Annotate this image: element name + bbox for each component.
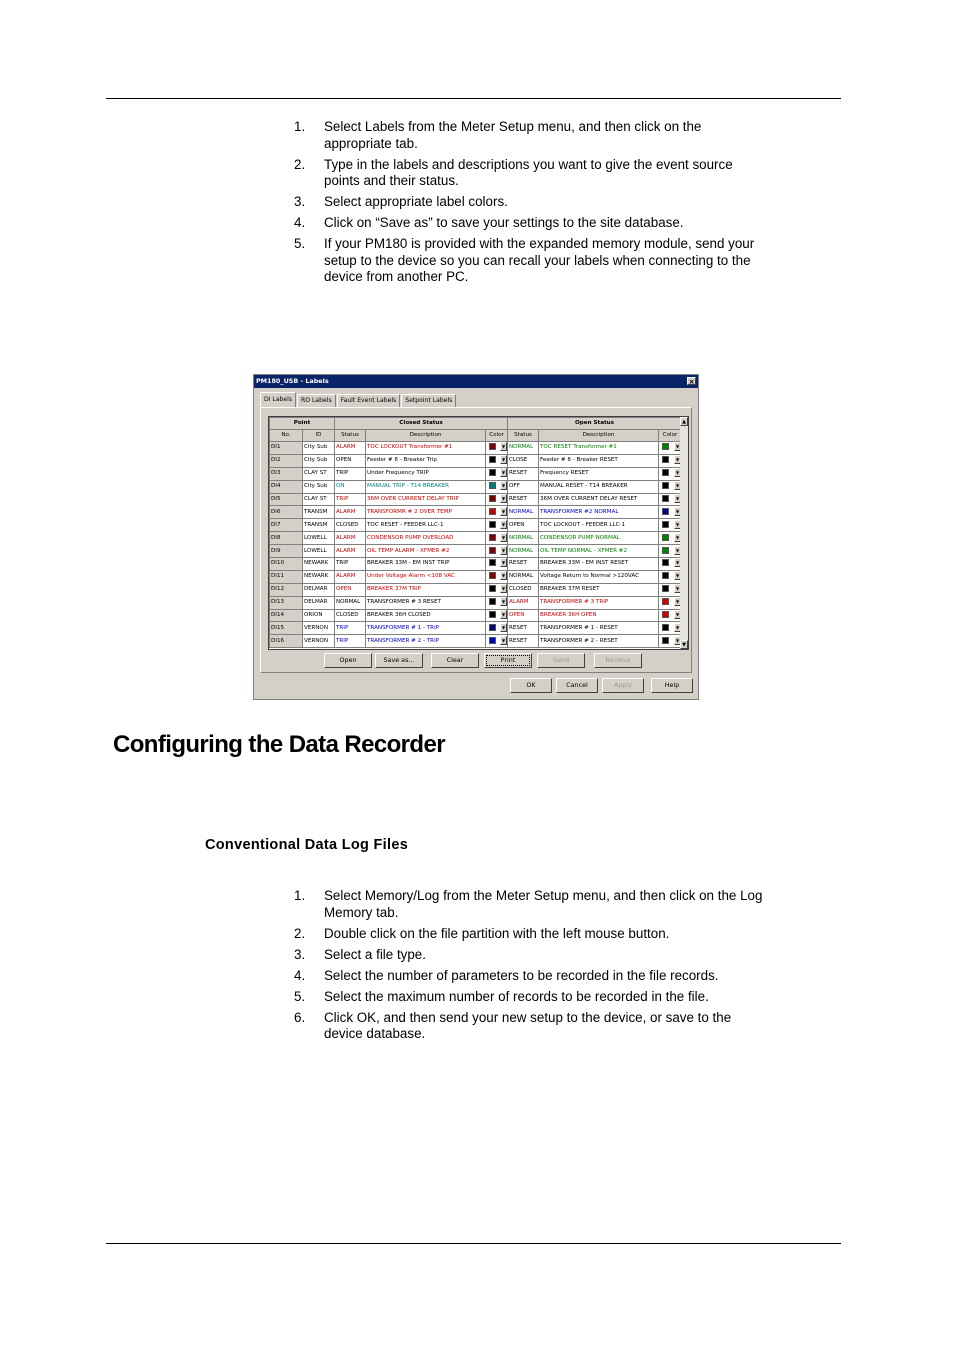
open-description-cell[interactable]: BREAKER 33M - EM INST RESET	[539, 558, 659, 571]
open-description-cell[interactable]: TRANSFORMER # 1 - RESET	[539, 622, 659, 635]
point-id-cell[interactable]: TRANSM	[303, 506, 335, 519]
color-swatch	[662, 559, 669, 566]
closed-description-cell[interactable]: Under Frequency TRIP	[366, 467, 486, 480]
point-id-cell[interactable]: DELMAR	[303, 596, 335, 609]
open-color-select[interactable]	[659, 442, 682, 455]
clear-button[interactable]: Clear	[431, 653, 479, 668]
table-row	[270, 506, 682, 519]
chevron-down-icon[interactable]: ▼	[501, 547, 506, 553]
column-header: Color	[486, 430, 508, 442]
point-number: DI11	[270, 570, 303, 583]
point-id-cell[interactable]: City Sub	[303, 454, 335, 467]
dialog-tabs	[260, 394, 457, 407]
open-status-cell[interactable]: OFF	[508, 480, 539, 493]
step-item	[294, 157, 764, 190]
chevron-down-icon[interactable]: ▼	[501, 534, 506, 540]
open-description-cell[interactable]: OIL TEMP NORMAL - XFMER #2	[539, 545, 659, 558]
apply-button[interactable]: Apply	[602, 678, 644, 693]
closed-description-cell[interactable]: BREAKER 33M - EM INST TRIP	[366, 558, 486, 571]
step-number: 4.	[294, 215, 306, 230]
point-id-cell[interactable]: LOWELL	[303, 545, 335, 558]
tab-ro-labels[interactable]: RO Labels	[297, 394, 336, 407]
chevron-down-icon[interactable]: ▼	[675, 624, 680, 630]
open-status-cell[interactable]: NORMAL	[508, 545, 539, 558]
open-color-select[interactable]	[659, 454, 682, 467]
open-color-select[interactable]	[659, 609, 682, 622]
point-id-cell[interactable]: ORION	[303, 609, 335, 622]
step-item	[294, 236, 764, 286]
column-header: Color	[659, 430, 682, 442]
labels-table	[269, 417, 682, 648]
column-header: No.	[270, 430, 303, 442]
closed-status-cell[interactable]: ON	[335, 480, 366, 493]
point-id-cell[interactable]: TRANSM	[303, 519, 335, 532]
point-id-cell[interactable]: NEWARK	[303, 570, 335, 583]
open-status-cell[interactable]: NORMAL	[508, 532, 539, 545]
chevron-down-icon[interactable]: ▼	[675, 521, 680, 527]
chevron-down-icon[interactable]: ▼	[675, 508, 680, 514]
color-swatch	[489, 585, 496, 592]
chevron-down-icon[interactable]: ▼	[675, 586, 680, 592]
open-status-cell[interactable]: NORMAL	[508, 506, 539, 519]
open-status-cell[interactable]: OPEN	[508, 609, 539, 622]
chevron-down-icon[interactable]: ▼	[501, 470, 506, 476]
step-number: 3.	[294, 946, 306, 962]
color-swatch	[489, 508, 496, 515]
dialog-title: PM180_USB - Labels	[256, 377, 329, 385]
labels-steps-list	[294, 119, 764, 290]
step-text: Select Memory/Log from the Meter Setup menu, and then click on the Log Memory tab.	[324, 888, 763, 920]
chevron-down-icon[interactable]: ▼	[501, 508, 506, 514]
closed-description-cell[interactable]: TRANSFORMER # 3 RESET	[366, 596, 486, 609]
help-button[interactable]: Help	[651, 678, 693, 693]
open-status-cell[interactable]: RESET	[508, 467, 539, 480]
open-status-cell[interactable]: CLOSE	[508, 454, 539, 467]
table-row	[270, 609, 682, 622]
closed-color-select[interactable]	[486, 442, 508, 455]
point-group-header: Point	[270, 418, 335, 430]
scroll-down-icon[interactable]: ▼	[680, 640, 688, 649]
labels-dialog	[253, 374, 699, 700]
open-color-select[interactable]	[659, 506, 682, 519]
chevron-down-icon[interactable]: ▼	[501, 637, 506, 643]
open-description-cell[interactable]: BREAKER 36H OPEN	[539, 609, 659, 622]
table-row	[270, 493, 682, 506]
chevron-down-icon[interactable]: ▼	[675, 483, 680, 489]
open-status-cell[interactable]: RESET	[508, 493, 539, 506]
closed-status-cell[interactable]: OPEN	[335, 583, 366, 596]
closed-status-cell[interactable]: TRIP	[335, 635, 366, 648]
open-description-cell[interactable]: TOC RESET Transformer #1	[539, 442, 659, 455]
closed-status-cell[interactable]: TRIP	[335, 493, 366, 506]
closed-description-cell[interactable]: CONDENSOR PUMP OVERLOAD	[366, 532, 486, 545]
step-text: Click OK, and then send your new setup to the device, or save to the device database.	[324, 1009, 732, 1041]
chevron-down-icon[interactable]: ▼	[501, 560, 506, 566]
open-color-select[interactable]	[659, 467, 682, 480]
open-color-select[interactable]	[659, 519, 682, 532]
step-text: Type in the labels and descriptions you want to give the event source points and their status.	[324, 156, 733, 188]
open-color-select[interactable]	[659, 635, 682, 648]
closed-color-select[interactable]	[486, 570, 508, 583]
closed-description-cell[interactable]: 36M OVER CURRENT DELAY TRIP	[366, 493, 486, 506]
scroll-up-icon[interactable]: ▲	[680, 417, 688, 426]
color-swatch	[662, 624, 669, 631]
open-status-cell[interactable]: NORMAL	[508, 442, 539, 455]
step-text: Select Labels from the Meter Setup menu, and then click on the appropriate tab.	[324, 119, 702, 151]
closed-status-cell[interactable]: TRIP	[335, 558, 366, 571]
vertical-scrollbar[interactable]	[680, 417, 688, 649]
closed-description-cell[interactable]: MANUAL TRIP - T14 BREAKER	[366, 480, 486, 493]
save-as-button[interactable]: Save as...	[375, 653, 423, 668]
color-swatch	[489, 495, 496, 502]
cancel-button[interactable]: Cancel	[556, 678, 598, 693]
point-number: DI12	[270, 583, 303, 596]
open-color-select[interactable]	[659, 596, 682, 609]
closed-status-cell[interactable]: TRIP	[335, 467, 366, 480]
point-id-cell[interactable]: City Sub	[303, 442, 335, 455]
step-item	[294, 947, 764, 964]
step-number: 5.	[294, 236, 306, 251]
open-description-cell[interactable]: TRANSFORMER #2 NORMAL	[539, 506, 659, 519]
section-title: Configuring the Data Recorder	[113, 731, 445, 758]
open-color-select[interactable]	[659, 545, 682, 558]
color-swatch	[489, 598, 496, 605]
point-id-cell[interactable]: NEWARK	[303, 558, 335, 571]
chevron-down-icon[interactable]: ▼	[675, 470, 680, 476]
color-swatch	[662, 534, 669, 541]
close-icon[interactable]: ×	[688, 378, 695, 386]
step-item	[294, 888, 764, 921]
step-item	[294, 194, 764, 211]
table-row	[270, 532, 682, 545]
point-id-cell[interactable]: City Sub	[303, 480, 335, 493]
color-swatch	[489, 637, 496, 644]
log-steps-list	[294, 888, 764, 1047]
point-number: DI7	[270, 519, 303, 532]
closed-description-cell[interactable]: Feeder # 8 - Breaker Trip	[366, 454, 486, 467]
closed-status-cell[interactable]: ALARM	[335, 570, 366, 583]
color-swatch	[662, 482, 669, 489]
closed-color-select[interactable]	[486, 532, 508, 545]
color-swatch	[662, 611, 669, 618]
step-text: Select the maximum number of records to be recorded in the file.	[324, 988, 709, 1004]
step-number: 6.	[294, 1009, 306, 1025]
step-text: If your PM180 is provided with the expanded memory module, send your setup to the device so you can recall your labels when connecting to the device from another PC.	[324, 236, 755, 284]
point-id-cell[interactable]: CLAY ST	[303, 467, 335, 480]
open-description-cell[interactable]: TRANSFORMER # 2 - RESET	[539, 635, 659, 648]
step-number: 2.	[294, 925, 306, 941]
color-swatch	[662, 495, 669, 502]
closed-color-select[interactable]	[486, 545, 508, 558]
color-swatch	[489, 456, 496, 463]
closed-color-select[interactable]	[486, 635, 508, 648]
color-swatch	[662, 469, 669, 476]
chevron-down-icon[interactable]: ▼	[675, 599, 680, 605]
point-number: DI8	[270, 532, 303, 545]
closed-description-cell[interactable]: TRANSFORMR # 2 OVER TEMP	[366, 506, 486, 519]
chevron-down-icon[interactable]: ▼	[675, 573, 680, 579]
closed-color-select[interactable]	[486, 519, 508, 532]
step-number: 2.	[294, 156, 306, 172]
print-button[interactable]: Print	[484, 653, 532, 668]
table-row	[270, 519, 682, 532]
point-number: DI1	[270, 442, 303, 455]
point-id-cell[interactable]: VERNON	[303, 622, 335, 635]
labels-grid	[268, 416, 689, 650]
closed-status-cell[interactable]: CLOSED	[335, 609, 366, 622]
chevron-down-icon[interactable]: ▼	[501, 496, 506, 501]
step-item	[294, 215, 764, 232]
point-number: DI5	[270, 493, 303, 506]
step-text: Double click on the file partition with the left mouse button.	[324, 925, 670, 941]
color-swatch	[489, 469, 496, 476]
footer-rule	[106, 1243, 841, 1244]
column-header: ID	[303, 430, 335, 442]
closed-description-cell[interactable]: TOC LOCKOUT Transformer #1	[366, 442, 486, 455]
closed-color-select[interactable]	[486, 467, 508, 480]
column-header-row	[270, 430, 682, 442]
closed-color-select[interactable]	[486, 609, 508, 622]
chevron-down-icon[interactable]: ▼	[675, 444, 680, 450]
table-row	[270, 442, 682, 455]
closed-color-select[interactable]	[486, 454, 508, 467]
table-row	[270, 635, 682, 648]
chevron-down-icon[interactable]: ▼	[675, 560, 680, 566]
send-button[interactable]: Send	[537, 653, 585, 668]
closed-description-cell[interactable]: TRANSFORMER # 1 - TRIP	[366, 622, 486, 635]
chevron-down-icon[interactable]: ▼	[501, 457, 506, 463]
open-color-select[interactable]	[659, 558, 682, 571]
closed-color-select[interactable]	[486, 583, 508, 596]
ok-button[interactable]: OK	[510, 678, 552, 693]
point-id-cell[interactable]: VERNON	[303, 635, 335, 648]
closed-color-select[interactable]	[486, 493, 508, 506]
closed-status-cell[interactable]: ALARM	[335, 442, 366, 455]
point-number: DI10	[270, 558, 303, 571]
closed-color-select[interactable]	[486, 506, 508, 519]
color-swatch	[662, 637, 669, 644]
closed-description-cell[interactable]: TRANSFORMER # 2 - TRIP	[366, 635, 486, 648]
step-item	[294, 926, 764, 943]
chevron-down-icon[interactable]: ▼	[501, 612, 506, 618]
column-header: Status	[508, 430, 539, 442]
color-swatch	[489, 534, 496, 541]
point-id-cell[interactable]: CLAY ST	[303, 493, 335, 506]
open-description-cell[interactable]: Frequency RESET	[539, 467, 659, 480]
closed-description-cell[interactable]: BREAKER 37M TRIP	[366, 583, 486, 596]
open-color-select[interactable]	[659, 493, 682, 506]
point-number: DI15	[270, 622, 303, 635]
color-swatch	[489, 521, 496, 528]
color-swatch	[662, 443, 669, 450]
table-row	[270, 596, 682, 609]
chevron-down-icon[interactable]: ▼	[675, 496, 680, 501]
step-number: 5.	[294, 988, 306, 1004]
table-row	[270, 583, 682, 596]
table-row	[270, 558, 682, 571]
closed-status-cell[interactable]: ALARM	[335, 545, 366, 558]
table-row	[270, 545, 682, 558]
point-id-cell[interactable]: LOWELL	[303, 532, 335, 545]
step-number: 1.	[294, 888, 306, 903]
closed-description-cell[interactable]: TOC RESET - FEEDER LLC-1	[366, 519, 486, 532]
step-item	[294, 989, 764, 1006]
color-swatch	[489, 611, 496, 618]
point-number: DI6	[270, 506, 303, 519]
table-row	[270, 454, 682, 467]
closed-status-group-header: Closed Status	[335, 418, 508, 430]
closed-color-select[interactable]	[486, 480, 508, 493]
closed-description-cell[interactable]: Under Voltage Alarm <108 VAC	[366, 570, 486, 583]
open-description-cell[interactable]: Feeder # 8 - Breaker RESET	[539, 454, 659, 467]
closed-color-select[interactable]	[486, 558, 508, 571]
subsection-title: Conventional Data Log Files	[205, 837, 409, 853]
column-header: Description	[539, 430, 659, 442]
open-color-select[interactable]	[659, 622, 682, 635]
open-description-cell[interactable]: TOC LOCKOUT - FEEDER LLC-1	[539, 519, 659, 532]
step-item	[294, 968, 764, 985]
step-item	[294, 119, 764, 152]
color-swatch	[489, 572, 496, 579]
open-status-cell[interactable]: NORMAL	[508, 570, 539, 583]
chevron-down-icon[interactable]: ▼	[501, 624, 506, 630]
open-status-cell[interactable]: CLOSED	[508, 583, 539, 596]
step-number: 1.	[294, 119, 306, 134]
closed-status-cell[interactable]: ALARM	[335, 506, 366, 519]
dialog-titlebar	[254, 375, 698, 388]
open-description-cell[interactable]: 36M OVER CURRENT DELAY RESET	[539, 493, 659, 506]
column-header: Description	[366, 430, 486, 442]
tab-fault-event-labels[interactable]: Fault Event Labels	[337, 394, 401, 407]
closed-color-select[interactable]	[486, 596, 508, 609]
point-number: DI3	[270, 467, 303, 480]
header-rule	[106, 98, 841, 99]
column-header: Status	[335, 430, 366, 442]
open-status-cell[interactable]: ALARM	[508, 596, 539, 609]
step-text: Click on “Save as” to save your settings to the site database.	[324, 215, 684, 230]
chevron-down-icon[interactable]: ▼	[501, 599, 506, 605]
closed-status-cell[interactable]: CLOSED	[335, 519, 366, 532]
open-description-cell[interactable]: TRANSFORMER # 3 TRIP	[539, 596, 659, 609]
step-text: Select appropriate label colors.	[324, 194, 508, 209]
open-status-cell[interactable]: RESET	[508, 558, 539, 571]
table-row	[270, 480, 682, 493]
table-row	[270, 570, 682, 583]
open-status-group-header: Open Status	[508, 418, 682, 430]
point-number: DI9	[270, 545, 303, 558]
chevron-down-icon[interactable]: ▼	[501, 573, 506, 579]
color-swatch	[662, 456, 669, 463]
step-text: Select a file type.	[324, 946, 426, 962]
chevron-down-icon[interactable]: ▼	[501, 521, 506, 527]
open-color-select[interactable]	[659, 583, 682, 596]
open-button[interactable]: Open	[324, 653, 372, 668]
open-status-cell[interactable]: RESET	[508, 635, 539, 648]
closed-color-select[interactable]	[486, 622, 508, 635]
color-swatch	[662, 508, 669, 515]
color-swatch	[489, 547, 496, 554]
open-color-select[interactable]	[659, 532, 682, 545]
tab-di-labels[interactable]: DI Labels	[260, 392, 296, 407]
chevron-down-icon[interactable]: ▼	[501, 586, 506, 592]
closed-status-cell[interactable]: NORMAL	[335, 596, 366, 609]
chevron-down-icon[interactable]: ▼	[675, 457, 680, 463]
point-number: DI16	[270, 635, 303, 648]
color-swatch	[489, 559, 496, 566]
step-text: Select the number of parameters to be recorded in the file records.	[324, 967, 719, 983]
color-swatch	[662, 547, 669, 554]
closed-description-cell[interactable]: OIL TEMP ALARM - XFMER #2	[366, 545, 486, 558]
open-color-select[interactable]	[659, 480, 682, 493]
closed-status-cell[interactable]: OPEN	[335, 454, 366, 467]
color-swatch	[662, 585, 669, 592]
color-swatch	[489, 482, 496, 489]
closed-description-cell[interactable]: BREAKER 36H CLOSED	[366, 609, 486, 622]
table-row	[270, 622, 682, 635]
open-description-cell[interactable]: MANUAL RESET - T14 BREAKER	[539, 480, 659, 493]
chevron-down-icon[interactable]: ▼	[675, 637, 680, 643]
tab-panel	[260, 407, 692, 673]
chevron-down-icon[interactable]: ▼	[675, 534, 680, 540]
header-group-row	[270, 418, 682, 430]
point-number: DI14	[270, 609, 303, 622]
step-item	[294, 1010, 764, 1043]
color-swatch	[662, 598, 669, 605]
chevron-down-icon[interactable]: ▼	[501, 444, 506, 450]
open-description-cell[interactable]: BREAKER 37M RESET	[539, 583, 659, 596]
tab-setpoint-labels[interactable]: Setpoint Labels	[401, 394, 456, 407]
point-number: DI2	[270, 454, 303, 467]
step-number: 3.	[294, 194, 306, 209]
open-status-cell[interactable]: OPEN	[508, 519, 539, 532]
point-number: DI13	[270, 596, 303, 609]
color-swatch	[662, 572, 669, 579]
receive-button[interactable]: Receive	[594, 653, 642, 668]
closed-status-cell[interactable]: TRIP	[335, 622, 366, 635]
open-description-cell[interactable]: Voltage Return to Normal >120VAC	[539, 570, 659, 583]
open-status-cell[interactable]: RESET	[508, 622, 539, 635]
chevron-down-icon[interactable]: ▼	[675, 612, 680, 618]
table-row	[270, 467, 682, 480]
open-color-select[interactable]	[659, 570, 682, 583]
point-id-cell[interactable]: DELMAR	[303, 583, 335, 596]
color-swatch	[489, 443, 496, 450]
color-swatch	[662, 521, 669, 528]
point-number: DI4	[270, 480, 303, 493]
closed-status-cell[interactable]: ALARM	[335, 532, 366, 545]
chevron-down-icon[interactable]: ▼	[501, 483, 506, 489]
open-description-cell[interactable]: CONDENSOR PUMP NORMAL	[539, 532, 659, 545]
chevron-down-icon[interactable]: ▼	[675, 547, 680, 553]
step-number: 4.	[294, 967, 306, 983]
color-swatch	[489, 624, 496, 631]
